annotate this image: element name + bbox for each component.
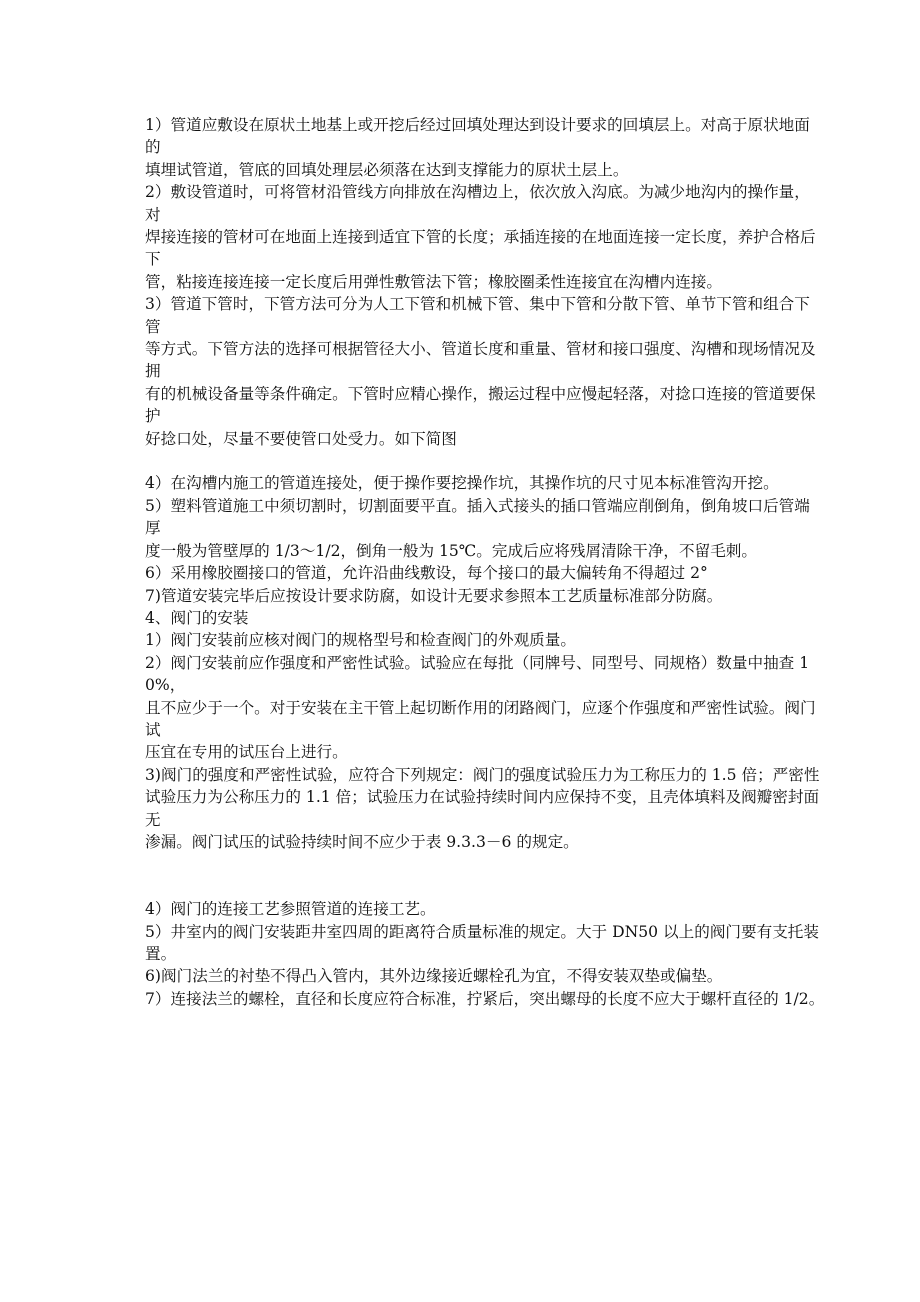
text-line: 渗漏。阀门试压的试验持续时间不应少于表 9.3.3－6 的规定。 (145, 832, 579, 851)
text-line: 填埋试管道，管底的回填处理层必须落在达到支撑能力的原状土层上。 (145, 160, 629, 179)
text-line: 7)管道安装完毕后应按设计要求防腐，如设计无要求参照本工艺质量标准部分防腐。 (145, 586, 723, 605)
text-line: 且不应少于一个。对于安装在主干管上起切断作用的闭路阀门，应逐个作强度和严密性试验。阀门试 (145, 698, 816, 739)
text-line: 度一般为管壁厚的 1/3～1/2，倒角一般为 15℃。完成后应将残屑清除干净，不留毛刺。 (145, 541, 757, 560)
text-line: 2）敷设管道时，可将管材沿管线方向排放在沟槽边上，依次放入沟底。为减少地沟内的操作量，对 (145, 183, 810, 224)
text-line: 1）阀门安装前应核对阀门的规格型号和检查阀门的外观质量。 (145, 631, 576, 650)
text-line: 等方式。下管方法的选择可根据管径大小、管道长度和重量、管材和接口强度、沟槽和现场情况及拥 (145, 340, 816, 381)
text-line: 3）管道下管时，下管方法可分为人工下管和机械下管、集中下管和分散下管、单节下管和组合下管 (145, 295, 810, 336)
text-line: 5）井室内的阀门安装距井室四周的距离符合质量标准的规定。大于 DN50 以上的阀门要有支托装置。 (145, 922, 819, 963)
text-line: 4）在沟槽内施工的管道连接处，便于操作要挖操作坑，其操作坑的尺寸见本标准管沟开挖。 (145, 474, 779, 493)
text-line: 焊接连接的管材可在地面上连接到适宜下管的长度；承插连接的在地面连接一定长度，养护合格后下 (145, 228, 816, 269)
text-line: 6）采用橡胶圈接口的管道，允许沿曲线敷设，每个接口的最大偏转角不得超过 2° (145, 564, 708, 583)
text-line: 7）连接法兰的螺栓，直径和长度应符合标准，拧紧后，突出螺母的长度不应大于螺杆直径的 1/2。 (145, 989, 825, 1008)
section-heading: 4、阀门的安装 (145, 608, 249, 627)
text-line: 管，粘接连接连接一定长度后用弹性敷管法下管；橡胶圈柔性连接宜在沟槽内连接。 (145, 272, 722, 291)
text-line: 试验压力为公称压力的 1.1 倍；试验压力在试验持续时间内应保持不变，且壳体填料及阀瓣密封面无 (145, 788, 820, 829)
text-line: 4）阀门的连接工艺参照管道的连接工艺。 (145, 900, 436, 919)
text-line: 3)阀门的强度和严密性试验，应符合下列规定：阀门的强度试验压力为工称压力的 1.5 倍；严密性 (145, 765, 820, 784)
text-line: 好捻口处，尽量不要使管口处受力。如下简图 (145, 429, 457, 448)
text-line: 2）阀门安装前应作强度和严密性试验。试验应在每批（同牌号、同型号、同规格）数量中抽查 10%， (145, 653, 810, 695)
text-line: 6)阀门法兰的衬垫不得凸入管内，其外边缘接近螺栓孔为宜，不得安装双垫或偏垫。 (145, 967, 723, 986)
text-line: 1）管道应敷设在原状土地基上或开挖后经过回填处理达到设计要求的回填层上。对高于原状地面的 (145, 116, 810, 157)
paragraph-gap (145, 853, 825, 898)
text-line: 5）塑料管道施工中须切割时，切割面要平直。插入式接头的插口管端应削倒角，倒角坡口后管端厚 (145, 496, 810, 538)
text-line: 有的机械设备量等条件确定。下管时应精心操作，搬运过程中应慢起轻落，对捻口连接的管道要保护 (145, 384, 816, 426)
text-line: 压宜在专用的试压台上进行。 (145, 743, 348, 762)
document-body (145, 114, 825, 1010)
paragraph-gap (145, 450, 825, 472)
